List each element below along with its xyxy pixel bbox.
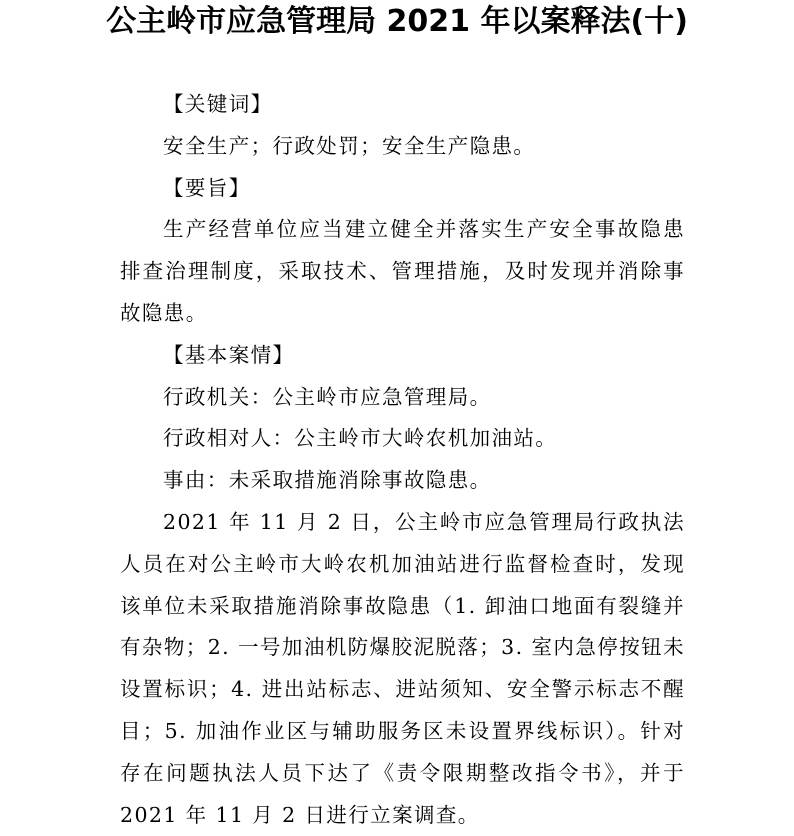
keywords-heading: 【关键词】 <box>163 92 273 116</box>
case-facts-heading: 【基本案情】 <box>163 342 295 367</box>
case-cause: 事由：未采取措施消除事故隐患。 <box>163 468 492 493</box>
case-narrative: 2021 年 11 月 2 日，公主岭市应急管理局行政执法人员在对公主岭市大岭农机加油站进行监督检查时，发现该单位未采取措施消除事故隐患（1. 卸油口地面有裂缝并有杂物；2. 一号加油机防爆胶泥脱落；3. 室内急停按钮未设置标识；4. 进出站标志、进站须知、安全警示标志不醒目；5. 加油作业区与辅助服务区未设置界线标识）。针对存在问题执法人员下达了《责令限期整改指令书》，并于 2021 年 11 月 2 日进行立案调查。 <box>120 509 685 827</box>
keywords-text: 安全生产；行政处罚；安全生产隐患。 <box>163 133 536 158</box>
administrative-organ: 行政机关：公主岭市应急管理局。 <box>163 384 492 409</box>
summary-text: 生产经营单位应当建立健全并落实生产安全事故隐患排查治理制度，采取技术、管理措施，及时发现并消除事故隐患。 <box>120 217 685 325</box>
administrative-counterpart: 行政相对人：公主岭市大岭农机加油站。 <box>163 426 558 451</box>
document-body <box>120 84 685 836</box>
document-title: 公主岭市应急管理局 2021 年以案释法(十) <box>106 4 688 39</box>
summary-heading: 【要旨】 <box>163 175 251 200</box>
